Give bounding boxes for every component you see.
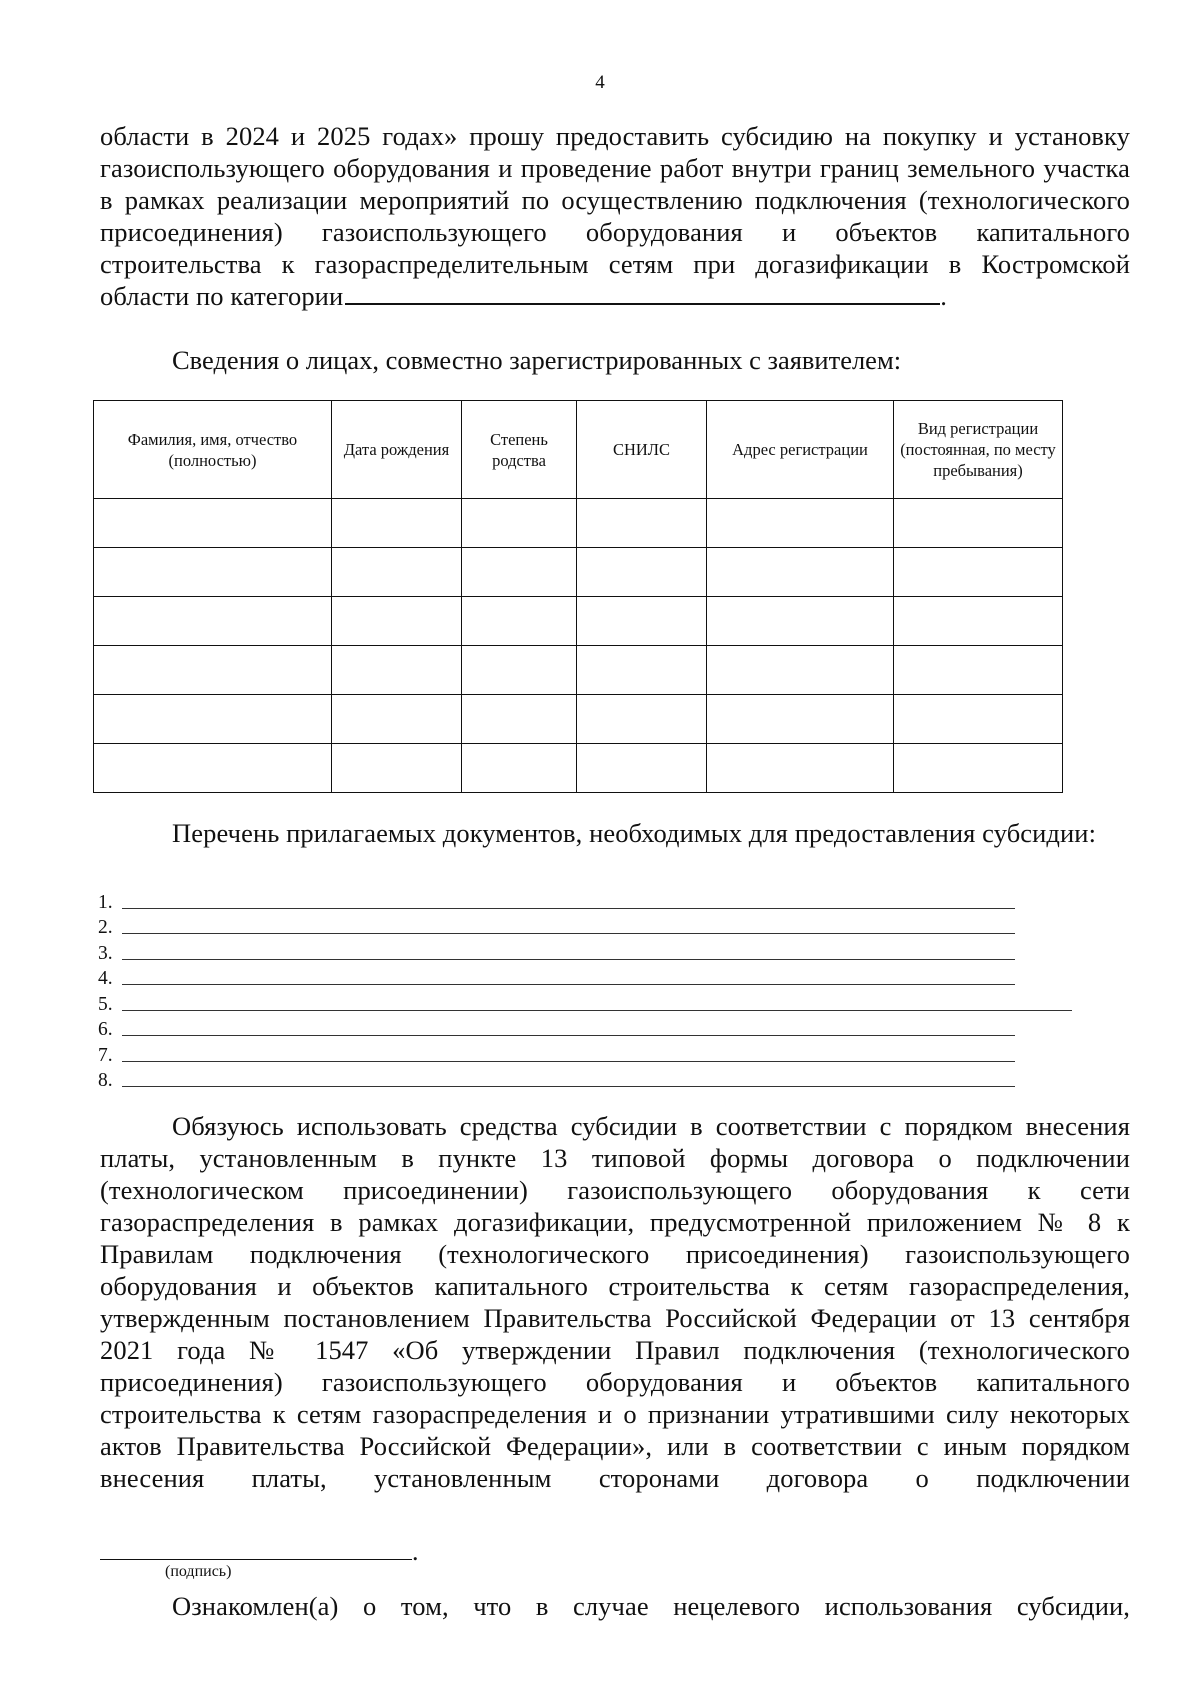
list-item-number: 8. (98, 1070, 113, 1091)
table-cell[interactable] (94, 744, 332, 793)
header-birth-date: Дата рождения (332, 401, 462, 499)
table-cell[interactable] (894, 744, 1063, 793)
table-row (94, 744, 1063, 793)
table-cell[interactable] (894, 548, 1063, 597)
persons-table (93, 400, 1063, 793)
table-header-row (94, 401, 1063, 499)
header-full-name: Фамилия, имя, отчество (полностью) (94, 401, 332, 499)
table-cell[interactable] (577, 597, 707, 646)
table-cell[interactable] (332, 597, 462, 646)
list-item (98, 1015, 1072, 1041)
list-item-blank-line[interactable] (122, 919, 1015, 934)
table-cell[interactable] (462, 597, 577, 646)
intro-end: . (940, 281, 947, 311)
table-cell[interactable] (332, 548, 462, 597)
table-cell[interactable] (894, 597, 1063, 646)
notice-text: Ознакомлен(а) о том, что в случае нецелевого использования субсидии, (172, 1591, 1130, 1621)
list-item-number: 1. (98, 891, 113, 913)
list-item-number: 6. (98, 1019, 113, 1040)
table-row (94, 548, 1063, 597)
table-row (94, 499, 1063, 548)
table-row (94, 695, 1063, 744)
table-cell[interactable] (94, 597, 332, 646)
intro-paragraph (100, 120, 1130, 312)
table-cell[interactable] (894, 499, 1063, 548)
list-item (98, 1066, 1072, 1092)
list-item (98, 938, 1072, 964)
header-address: Адрес регистрации (707, 401, 894, 499)
list-item-number: 5. (98, 993, 113, 1015)
list-item (98, 913, 1072, 939)
obligation-paragraph (100, 1110, 1130, 1494)
table-cell[interactable] (577, 548, 707, 597)
table-cell[interactable] (707, 597, 894, 646)
list-item-number: 4. (98, 968, 113, 989)
table-row (94, 646, 1063, 695)
list-item-blank-line[interactable] (122, 996, 1072, 1011)
header-snils: СНИЛС (577, 401, 707, 499)
list-item-blank-line[interactable] (122, 894, 1015, 909)
table-cell[interactable] (577, 499, 707, 548)
list-item-blank-line[interactable] (122, 970, 1015, 985)
documents-title-text: Перечень прилагаемых документов, необходимых для предоставления субсидии: (172, 818, 1097, 848)
table-cell[interactable] (462, 744, 577, 793)
table-cell[interactable] (707, 548, 894, 597)
obligation-text: Обязуюсь использовать средства субсидии в соответствии с порядком внесения платы, установленным в пункте 13 типовой формы договора о подключении (технологическом присоединении) газоиспользующего оборудования к сети газораспределения в рамках догазификации, предусмотренной приложением № 8 к Правилам подключения (технологического присоединения) газоиспользующего оборудования и объектов капитального строительства к сетям газораспределения, утвержденным постановлением Правительства Российской Федерации от 13 сентября 2021 года № 1547 «Об утверждении Правил подключения (технологического присоединения) газоиспользующего оборудования и объектов капитального строительства к сетям газораспределения и о признании утратившими силу некоторых актов Правительства Российской Федерации», или в соответствии с иным порядком внесения платы, установленным сторонами договора о подключении (100, 1111, 1130, 1493)
table-cell[interactable] (462, 695, 577, 744)
list-item (98, 887, 1072, 913)
table-row (94, 597, 1063, 646)
signature-caption: (подпись) (165, 1563, 232, 1580)
list-item-blank-line[interactable] (122, 1072, 1015, 1087)
table-cell[interactable] (894, 695, 1063, 744)
table-cell[interactable] (462, 646, 577, 695)
list-item (98, 1040, 1072, 1066)
intro-text: области в 2024 и 2025 годах» прошу предоставить субсидию на покупку и установку газоиспользующего оборудования и проведение работ внутри границ земельного участка в рамках реализации мероприятий по осуществлению подключения (технологического присоединения) газоиспользующего оборудования и объектов капитального строительства к газораспределительным сетям при догазификации в Костромской области по категории (100, 121, 1130, 311)
persons-heading: Сведения о лицах, совместно зарегистрированных с заявителем: (172, 345, 902, 375)
list-item-number: 3. (98, 942, 113, 964)
table-cell[interactable] (94, 548, 332, 597)
table-cell[interactable] (894, 646, 1063, 695)
signature-blank-line[interactable] (100, 1535, 412, 1560)
table-cell[interactable] (332, 695, 462, 744)
documents-title (100, 817, 1130, 849)
documents-list (98, 887, 1072, 1091)
signature-block (100, 1535, 419, 1567)
table-cell[interactable] (94, 499, 332, 548)
list-item (98, 989, 1072, 1015)
table-cell[interactable] (707, 499, 894, 548)
table-cell[interactable] (332, 646, 462, 695)
table-cell[interactable] (577, 744, 707, 793)
list-item-blank-line[interactable] (122, 1047, 1015, 1062)
header-registration-type: Вид регистрации (постоянная, по месту пребывания) (894, 401, 1063, 499)
table-cell[interactable] (707, 646, 894, 695)
list-item-number: 7. (98, 1044, 113, 1066)
table-cell[interactable] (332, 744, 462, 793)
signature-end: . (412, 1537, 419, 1566)
table-cell[interactable] (462, 548, 577, 597)
list-item (98, 964, 1072, 990)
table-cell[interactable] (577, 646, 707, 695)
table-cell[interactable] (577, 695, 707, 744)
list-item-number: 2. (98, 917, 113, 938)
table-cell[interactable] (332, 499, 462, 548)
category-blank-line[interactable] (345, 281, 940, 305)
notice-paragraph (100, 1590, 1130, 1622)
table-cell[interactable] (462, 499, 577, 548)
table-cell[interactable] (707, 744, 894, 793)
table-cell[interactable] (94, 646, 332, 695)
header-relationship: Степень родства (462, 401, 577, 499)
list-item-blank-line[interactable] (122, 1021, 1015, 1036)
table-cell[interactable] (94, 695, 332, 744)
table-cell[interactable] (707, 695, 894, 744)
page-number: 4 (595, 72, 605, 93)
list-item-blank-line[interactable] (122, 945, 1015, 960)
